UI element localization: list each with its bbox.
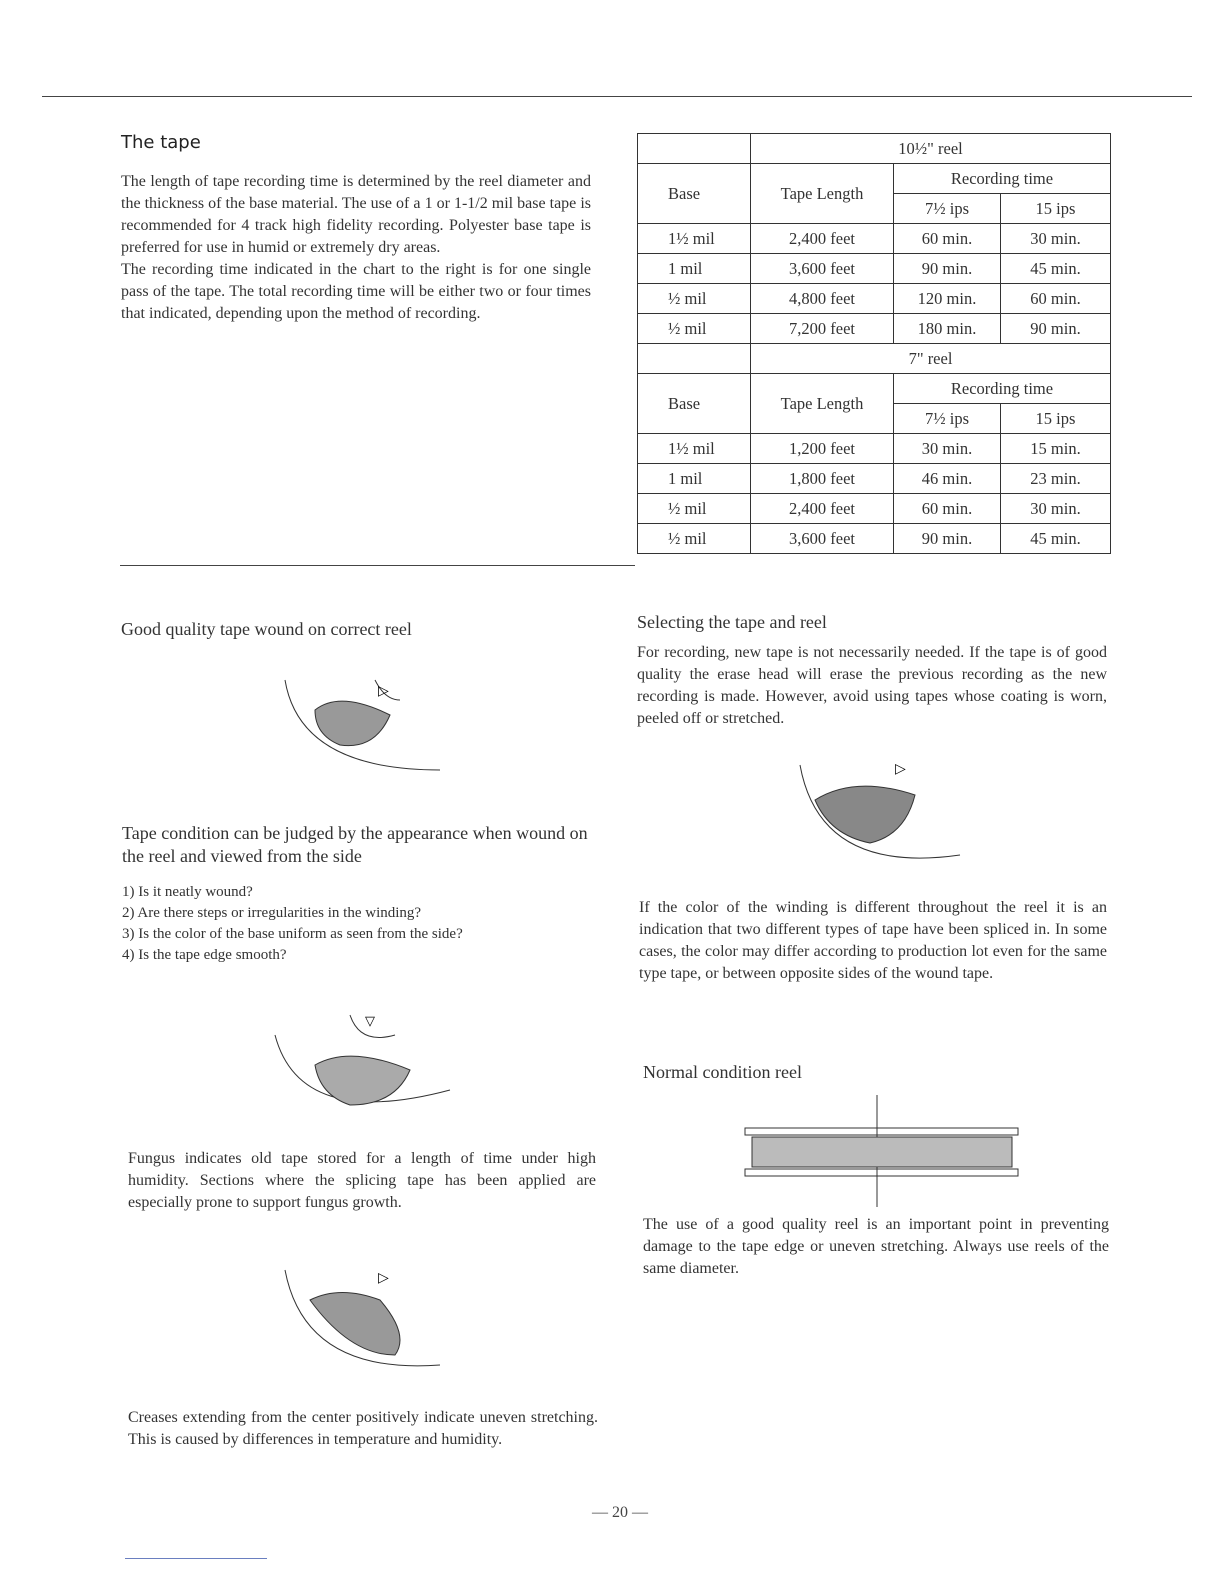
condition-item: 1) Is it neatly wound? [122,884,253,900]
recording-time-table [637,133,1111,554]
length-cell: 7,200 feet [751,314,894,344]
time-cell: 30 min. [894,434,1001,464]
base-cell: ½ mil [638,314,751,344]
base-header: Base [638,374,751,434]
svg-text:▷: ▷ [895,762,906,777]
time-cell: 120 min. [894,284,1001,314]
fungus-text: Fungus indicates old tape stored for a length of time under high humidity. Sections where the splicing tape has been applied are especially prone to support fungus growth. [128,1150,596,1211]
length-cell: 1,200 feet [751,434,894,464]
time-cell: 15 min. [1001,434,1111,464]
svg-text:▷: ▷ [378,1271,389,1286]
length-cell: 4,800 feet [751,284,894,314]
header-row [638,164,1111,194]
reel-title: 7" reel [751,344,1111,374]
time-cell: 90 min. [1001,314,1111,344]
table-row [638,254,1111,284]
base-cell: 1½ mil [638,434,751,464]
length-cell: 2,400 feet [751,494,894,524]
condition-item: 3) Is the color of the base uniform as seen from the side? [122,926,463,942]
page-number: — 20 — [592,1504,648,1521]
svg-text:▽: ▽ [365,1013,375,1028]
base-cell: 1 mil [638,254,751,284]
fungus-reel-illustration [270,1005,460,1135]
time-cell: 180 min. [894,314,1001,344]
time-cell: 45 min. [1001,254,1111,284]
good-reel-illustration [280,660,460,800]
section-rule [120,565,635,566]
table-row [638,314,1111,344]
time-cell: 60 min. [1001,284,1111,314]
length-header: Tape Length [751,374,894,434]
time-cell: 30 min. [1001,494,1111,524]
color-text: If the color of the winding is different throughout the reel it is an indication that two different types of tape have been spliced in. In some cases, the color may differ according to production lot even for the same type tape, or between opposite sides of the wound tape. [639,899,1107,982]
tape-body [121,171,591,325]
condition-item: 2) Are there steps or irregularities in the winding? [122,905,422,921]
length-cell: 3,600 feet [751,254,894,284]
svg-text:▷: ▷ [378,684,389,699]
table-row [638,224,1111,254]
creases-text: Creases extending from the center positively indicate uneven stretching. This is caused by differences in temperature and humidity. [128,1409,598,1448]
table-row [638,464,1111,494]
table-row [638,434,1111,464]
selecting-title: Selecting the tape and reel [637,612,827,632]
normal-reel-diagram [740,1095,1030,1210]
condition-list [122,882,602,966]
good-quality-title: Good quality tape wound on correct reel [121,619,412,639]
table-row [638,524,1111,554]
base-header: Base [638,164,751,224]
condition-item: 4) Is the tape edge smooth? [122,947,287,963]
speed-header: 15 ips [1001,404,1111,434]
top-rule [42,96,1192,97]
tape-title: The tape [121,132,201,153]
base-cell: 1 mil [638,464,751,494]
reel-title: 10½" reel [751,134,1111,164]
recording-time-header: Recording time [894,164,1111,194]
base-cell: ½ mil [638,494,751,524]
normal-text: The use of a good quality reel is an important point in preventing damage to the tape edge or uneven stretching. Always use reels of the same diameter. [643,1216,1109,1277]
reel-title-row [638,344,1111,374]
time-cell: 60 min. [894,494,1001,524]
color-reel-illustration [795,755,965,875]
header-row [638,374,1111,404]
time-cell: 30 min. [1001,224,1111,254]
base-cell: 1½ mil [638,224,751,254]
length-cell: 3,600 feet [751,524,894,554]
table-row [638,494,1111,524]
time-cell: 46 min. [894,464,1001,494]
tape-paragraph-2: The recording time indicated in the chart to the right is for one single pass of the tape. The total recording time will be either two or four times that indicated, depending upon the method of recording. [121,261,591,322]
creases-reel-illustration [280,1260,450,1385]
speed-header: 7½ ips [894,404,1001,434]
base-cell: ½ mil [638,524,751,554]
table-row [638,284,1111,314]
time-cell: 45 min. [1001,524,1111,554]
selecting-text: For recording, new tape is not necessarily needed. If the tape is of good quality the erase head will erase the previous recording as the new recording is made. However, avoid using tapes whose coating is worn, peeled off or stretched. [637,644,1107,727]
length-cell: 2,400 feet [751,224,894,254]
time-cell: 60 min. [894,224,1001,254]
time-cell: 90 min. [894,254,1001,284]
time-cell: 23 min. [1001,464,1111,494]
base-cell: ½ mil [638,284,751,314]
speed-header: 15 ips [1001,194,1111,224]
speed-header: 7½ ips [894,194,1001,224]
normal-title: Normal condition reel [643,1062,802,1082]
condition-title: Tape condition can be judged by the appearance when wound on the reel and viewed from the side [122,823,588,866]
length-header: Tape Length [751,164,894,224]
tape-paragraph-1: The length of tape recording time is determined by the reel diameter and the thickness of the base material. The use of a 1 or 1-1/2 mil base tape is recommended for 4 track high fidelity recording. Polyester base tape is preferred for use in humid or extremely dry areas. [121,173,591,256]
length-cell: 1,800 feet [751,464,894,494]
reel-title-row [638,134,1111,164]
recording-time-header: Recording time [894,374,1111,404]
bottom-rule [125,1558,267,1559]
time-cell: 90 min. [894,524,1001,554]
